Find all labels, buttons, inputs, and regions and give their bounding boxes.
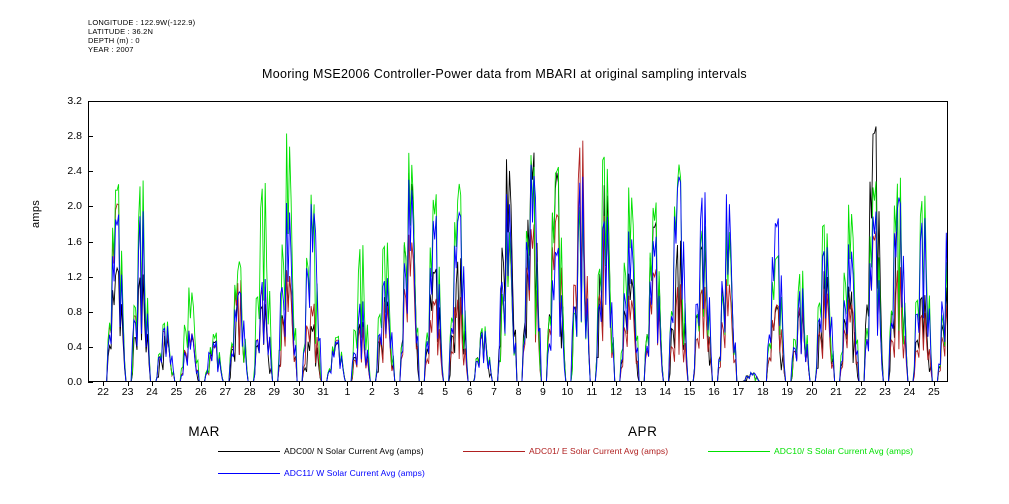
y-tick-label: 2.8 xyxy=(67,130,82,143)
x-tick-label: 31 xyxy=(317,386,329,398)
x-tick-label: 22 xyxy=(97,386,109,398)
series-line xyxy=(93,127,947,382)
y-tick-mark xyxy=(88,277,93,278)
x-tick-label: 3 xyxy=(393,386,400,398)
y-tick-mark xyxy=(88,382,93,383)
y-tick-mark xyxy=(88,171,93,172)
x-tick-label: 21 xyxy=(830,386,842,398)
chart-title: Mooring MSE2006 Controller-Power data from MBARI at original sampling intervals xyxy=(261,67,747,81)
metadata-latitude: LATITUDE : 36.2N xyxy=(88,27,154,36)
x-tick-label: 5 xyxy=(442,386,449,398)
x-tick-label: 23 xyxy=(121,386,134,398)
legend-color-swatch xyxy=(218,473,280,474)
legend-color-swatch xyxy=(708,451,770,452)
legend-label: ADC01/ E Solar Current Avg (amps) xyxy=(529,446,669,456)
y-axis-ticks xyxy=(48,95,82,388)
y-tick-label: 1.2 xyxy=(67,270,82,283)
legend-label: ADC00/ N Solar Current Avg (amps) xyxy=(284,446,424,456)
y-tick-label: 0.4 xyxy=(67,340,82,353)
x-tick-label: 28 xyxy=(243,386,256,398)
x-tick-label: 12 xyxy=(610,386,623,398)
y-tick-mark xyxy=(88,242,93,243)
month-label: APR xyxy=(628,424,658,439)
x-tick-label: 17 xyxy=(732,386,745,398)
x-tick-label: 1 xyxy=(344,386,351,398)
legend-label: ADC10/ S Solar Current Avg (amps) xyxy=(774,446,914,456)
x-tick-label: 30 xyxy=(292,386,305,398)
x-tick-label: 24 xyxy=(146,386,158,398)
metadata-depth: DEPTH (m) : 0 xyxy=(88,36,140,45)
x-tick-label: 10 xyxy=(561,386,574,398)
y-tick-label: 2.4 xyxy=(67,165,82,178)
y-tick-label: 0.8 xyxy=(67,305,82,318)
legend-item xyxy=(218,444,424,458)
x-tick-label: 18 xyxy=(756,386,769,398)
x-tick-label: 25 xyxy=(170,386,183,398)
x-tick-label: 24 xyxy=(903,386,916,398)
x-tick-label: 14 xyxy=(659,386,671,398)
x-tick-label: 29 xyxy=(268,386,280,398)
y-tick-label: 0.0 xyxy=(67,376,82,388)
x-tick-label: 8 xyxy=(515,386,522,398)
legend-color-swatch xyxy=(218,451,280,452)
y-tick-mark xyxy=(88,347,93,348)
x-tick-label: 7 xyxy=(491,386,497,398)
x-tick-label: 2 xyxy=(368,386,375,398)
x-tick-label: 26 xyxy=(195,386,207,398)
legend-item xyxy=(463,444,668,458)
y-tick-mark xyxy=(88,101,93,102)
metadata-block xyxy=(88,18,195,54)
legend-label: ADC11/ W Solar Current Avg (amps) xyxy=(284,468,425,478)
x-tick-label: 13 xyxy=(634,386,647,398)
x-tick-label: 16 xyxy=(708,386,720,398)
x-tick-label: 22 xyxy=(854,386,867,398)
y-axis-label: amps xyxy=(30,199,42,228)
legend-color-swatch xyxy=(463,451,525,452)
y-tick-mark xyxy=(88,206,93,207)
x-tick-label: 15 xyxy=(683,386,696,398)
legend-item xyxy=(218,466,425,480)
y-tick-label: 1.6 xyxy=(67,235,82,248)
x-tick-label: 19 xyxy=(781,386,794,398)
y-tick-mark xyxy=(88,136,93,137)
y-tick-mark xyxy=(88,312,93,313)
metadata-longitude: LONGITUDE : 122.9W(-122.9) xyxy=(88,18,196,27)
x-tick-label: 27 xyxy=(219,386,232,398)
x-tick-label: 6 xyxy=(466,386,473,398)
month-label: MAR xyxy=(188,424,220,439)
y-tick-label: 3.2 xyxy=(67,95,82,107)
x-tick-label: 11 xyxy=(586,386,598,398)
y-tick-label: 2.0 xyxy=(67,200,82,213)
x-axis-ticks xyxy=(88,386,948,400)
plot-area xyxy=(88,101,948,382)
chart-legend xyxy=(88,444,968,488)
legend-item xyxy=(708,444,913,458)
x-tick-label: 9 xyxy=(539,386,546,398)
x-tick-label: 20 xyxy=(805,386,818,398)
metadata-year: YEAR : 2007 xyxy=(88,45,134,54)
plot-canvas xyxy=(89,102,947,381)
x-tick-label: 4 xyxy=(417,386,424,398)
x-tick-label: 25 xyxy=(927,386,940,398)
x-tick-label: 23 xyxy=(879,386,891,398)
